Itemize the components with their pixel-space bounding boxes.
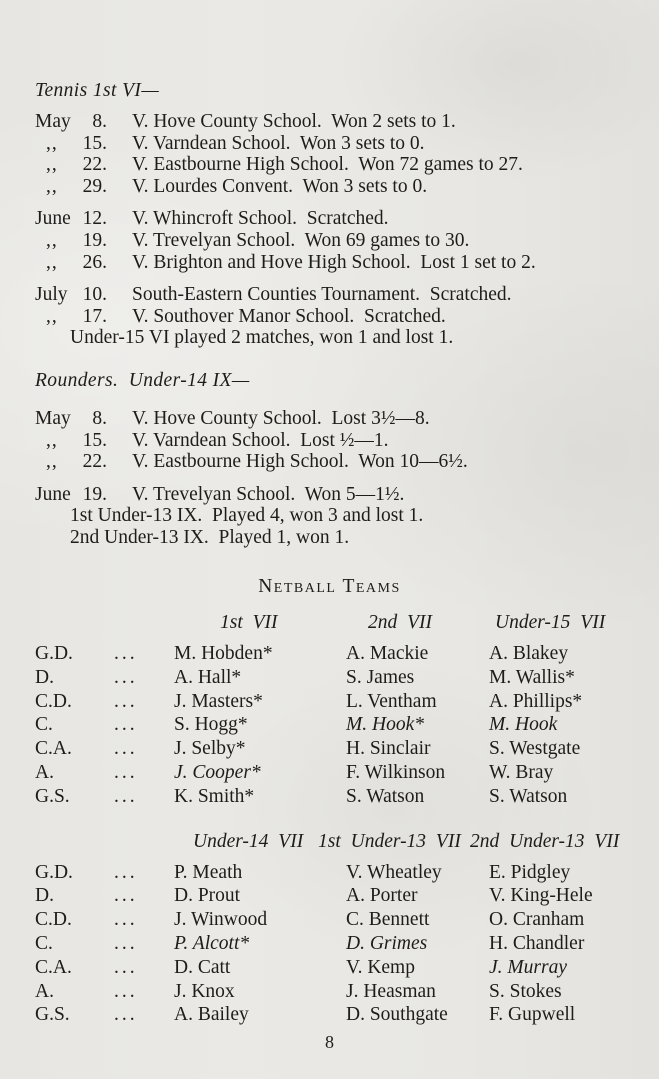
match-row xyxy=(0,208,659,230)
player-name: J. Murray xyxy=(489,956,567,978)
match-row xyxy=(0,252,659,274)
match-result: V. Hove County School. Lost 3½—8. xyxy=(132,408,430,429)
player-name: J. Heasman xyxy=(346,980,436,1002)
column-header-under14-vii: Under-14 VII xyxy=(193,830,304,852)
match-row xyxy=(0,133,659,155)
player-name: M. Hobden* xyxy=(174,643,273,664)
player-name: W. Bray xyxy=(489,761,554,783)
player-name: O. Cranham xyxy=(489,909,585,931)
tennis-section xyxy=(0,80,659,360)
position-label: C. xyxy=(35,714,53,736)
team-row xyxy=(35,785,659,809)
player-name: S. Hogg* xyxy=(174,714,248,736)
ditto-mark: ,, xyxy=(46,229,58,251)
ditto-mark: ,, xyxy=(46,132,58,154)
column-header-2nd-under13-vii: 2nd Under-13 VII xyxy=(470,830,620,852)
ditto-mark: ,, xyxy=(46,429,58,451)
player-name: C. Bennett xyxy=(346,909,430,931)
match-result: V. Varndean School. Won 3 sets to 0. xyxy=(132,132,425,154)
match-result: V. Hove County School. Won 2 sets to 1. xyxy=(132,111,456,132)
match-day: 15. xyxy=(82,429,107,451)
rounders-under13-first-note: 1st Under-13 IX. Played 4, won 3 and lost 1. xyxy=(70,505,424,527)
player-name: J. Winwood xyxy=(174,909,268,931)
team-row xyxy=(35,713,659,737)
player-name: A. Phillips* xyxy=(489,690,583,712)
ditto-mark: ,, xyxy=(46,451,58,473)
player-name: E. Pidgley xyxy=(489,861,571,883)
match-day: 22. xyxy=(82,451,107,473)
rounders-section xyxy=(0,370,659,560)
match-result: V. Trevelyan School. Won 5—1½. xyxy=(132,483,405,505)
player-name: P. Meath xyxy=(174,861,243,883)
leader-dots: ... xyxy=(114,666,138,688)
player-name: S. Westgate xyxy=(489,738,581,760)
match-result: V. Trevelyan School. Won 69 games to 30. xyxy=(132,229,470,251)
netball-section xyxy=(0,576,659,1027)
team-row xyxy=(35,737,659,761)
player-name: D. Prout xyxy=(174,885,241,907)
player-name: S. Watson xyxy=(346,785,425,807)
position-label: A. xyxy=(35,980,54,1002)
rounders-may-group xyxy=(0,408,659,473)
player-name: D. Southgate xyxy=(346,1004,448,1026)
player-name: V. Wheatley xyxy=(346,861,442,883)
match-month: May xyxy=(35,111,71,132)
leader-dots: ... xyxy=(114,643,138,664)
position-label: C.A. xyxy=(35,956,72,978)
player-name: D. Grimes xyxy=(346,932,428,954)
match-row xyxy=(0,154,659,176)
player-name: M. Wallis* xyxy=(489,666,575,688)
player-name: A. Hall* xyxy=(174,666,242,688)
leader-dots: ... xyxy=(114,714,138,736)
player-name: M. Hook* xyxy=(346,714,424,736)
position-label: C.A. xyxy=(35,738,72,760)
match-result: V. Varndean School. Lost ½—1. xyxy=(132,429,389,451)
position-label: G.D. xyxy=(35,643,73,664)
position-label: D. xyxy=(35,885,54,907)
team-row xyxy=(35,932,659,956)
match-row xyxy=(0,284,659,306)
team-row xyxy=(35,908,659,932)
player-name: F. Gupwell xyxy=(489,1004,576,1026)
position-label: C. xyxy=(35,932,53,954)
player-name: S. Watson xyxy=(489,785,568,807)
rounders-heading: Rounders. Under-14 IX— xyxy=(35,370,250,391)
match-result: South-Eastern Counties Tournament. Scratched. xyxy=(132,284,512,306)
team-row xyxy=(35,884,659,908)
team-row xyxy=(35,861,659,885)
player-name: H. Sinclair xyxy=(346,738,431,760)
match-result: V. Southover Manor School. Scratched. xyxy=(132,305,446,327)
leader-dots: ... xyxy=(114,932,138,954)
netball-table1 xyxy=(0,642,659,809)
tennis-heading: Tennis 1st VI— xyxy=(35,80,160,101)
tennis-under15-note: Under-15 VI played 2 matches, won 1 and lost 1. xyxy=(70,327,454,349)
team-row xyxy=(35,956,659,980)
match-month: July xyxy=(35,284,68,306)
match-row xyxy=(0,176,659,198)
netball-table2 xyxy=(0,861,659,1028)
team-row xyxy=(35,761,659,785)
player-name: J. Knox xyxy=(174,980,235,1002)
netball-title: Netball Teams xyxy=(258,576,401,597)
ditto-mark: ,, xyxy=(46,305,58,327)
player-name: M. Hook xyxy=(489,714,558,736)
position-label: G.S. xyxy=(35,785,70,807)
match-day: 12. xyxy=(82,208,107,230)
rounders-under13-second-note: 2nd Under-13 IX. Played 1, won 1. xyxy=(70,526,350,548)
match-result: V. Eastbourne High School. Won 72 games to 27. xyxy=(132,154,523,176)
leader-dots: ... xyxy=(114,956,138,978)
team-row xyxy=(35,666,659,690)
match-row xyxy=(0,484,659,506)
netball-table2-header xyxy=(0,831,659,855)
player-name: L. Ventham xyxy=(346,690,437,712)
netball-table1-header xyxy=(0,612,659,636)
match-result: V. Lourdes Convent. Won 3 sets to 0. xyxy=(132,175,428,197)
match-month: May xyxy=(35,408,71,429)
player-name: K. Smith* xyxy=(174,785,255,807)
rounders-june-group xyxy=(0,484,659,549)
leader-dots: ... xyxy=(114,690,138,712)
team-row xyxy=(35,1003,659,1027)
leader-dots: ... xyxy=(114,1004,138,1026)
ditto-mark: ,, xyxy=(46,154,58,176)
tennis-may-group xyxy=(0,111,659,197)
player-name: V. King-Hele xyxy=(489,885,593,907)
match-day: 26. xyxy=(82,251,107,273)
match-day: 22. xyxy=(82,154,107,176)
position-label: A. xyxy=(35,761,54,783)
column-header-under15-vii: Under-15 VII xyxy=(495,612,606,633)
player-name: D. Catt xyxy=(174,956,231,978)
leader-dots: ... xyxy=(114,885,138,907)
leader-dots: ... xyxy=(114,980,138,1002)
match-day: 17. xyxy=(82,305,107,327)
match-day: 29. xyxy=(82,175,107,197)
leader-dots: ... xyxy=(114,738,138,760)
position-label: G.D. xyxy=(35,861,73,883)
player-name: J. Selby* xyxy=(174,738,246,760)
player-name: S. James xyxy=(346,666,415,688)
match-day: 19. xyxy=(82,229,107,251)
match-month: June xyxy=(35,483,71,505)
player-name: F. Wilkinson xyxy=(346,761,446,783)
player-name: H. Chandler xyxy=(489,932,585,954)
match-row xyxy=(0,306,659,328)
player-name: J. Cooper* xyxy=(174,761,261,783)
team-row xyxy=(35,690,659,714)
player-name: A. Mackie xyxy=(346,643,429,664)
match-row xyxy=(0,430,659,452)
player-name: J. Masters* xyxy=(174,690,263,712)
column-header-1st-vii: 1st VII xyxy=(220,612,278,633)
leader-dots: ... xyxy=(114,909,138,931)
player-name: A. Blakey xyxy=(489,643,569,664)
match-result: V. Whincroft School. Scratched. xyxy=(132,208,389,230)
player-name: P. Alcott* xyxy=(174,932,250,954)
team-row xyxy=(35,980,659,1004)
match-day: 8. xyxy=(92,111,107,132)
leader-dots: ... xyxy=(114,861,138,883)
column-header-1st-under13-vii: 1st Under-13 VII xyxy=(318,830,461,852)
team-row xyxy=(35,642,659,666)
player-name: V. Kemp xyxy=(346,956,415,978)
match-result: V. Eastbourne High School. Won 10—6½. xyxy=(132,451,468,473)
match-row xyxy=(0,230,659,252)
page-number: 8 xyxy=(325,1032,334,1052)
ditto-mark: ,, xyxy=(46,251,58,273)
player-name: S. Stokes xyxy=(489,980,562,1002)
match-day: 8. xyxy=(92,408,107,429)
tennis-june-group xyxy=(0,208,659,273)
position-label: C.D. xyxy=(35,690,72,712)
match-result: V. Brighton and Hove High School. Lost 1 set to 2. xyxy=(132,251,536,273)
match-row xyxy=(0,111,659,133)
leader-dots: ... xyxy=(114,761,138,783)
match-day: 10. xyxy=(82,284,107,306)
position-label: C.D. xyxy=(35,909,72,931)
column-header-2nd-vii: 2nd VII xyxy=(368,612,433,633)
position-label: G.S. xyxy=(35,1004,70,1026)
match-row xyxy=(0,451,659,473)
player-name: A. Bailey xyxy=(174,1004,249,1026)
ditto-mark: ,, xyxy=(46,175,58,197)
tennis-july-group xyxy=(0,284,659,349)
position-label: D. xyxy=(35,666,54,688)
match-day: 15. xyxy=(82,132,107,154)
match-month: June xyxy=(35,208,71,230)
match-day: 19. xyxy=(82,483,107,505)
leader-dots: ... xyxy=(114,785,138,807)
player-name: A. Porter xyxy=(346,885,418,907)
match-row xyxy=(0,408,659,430)
